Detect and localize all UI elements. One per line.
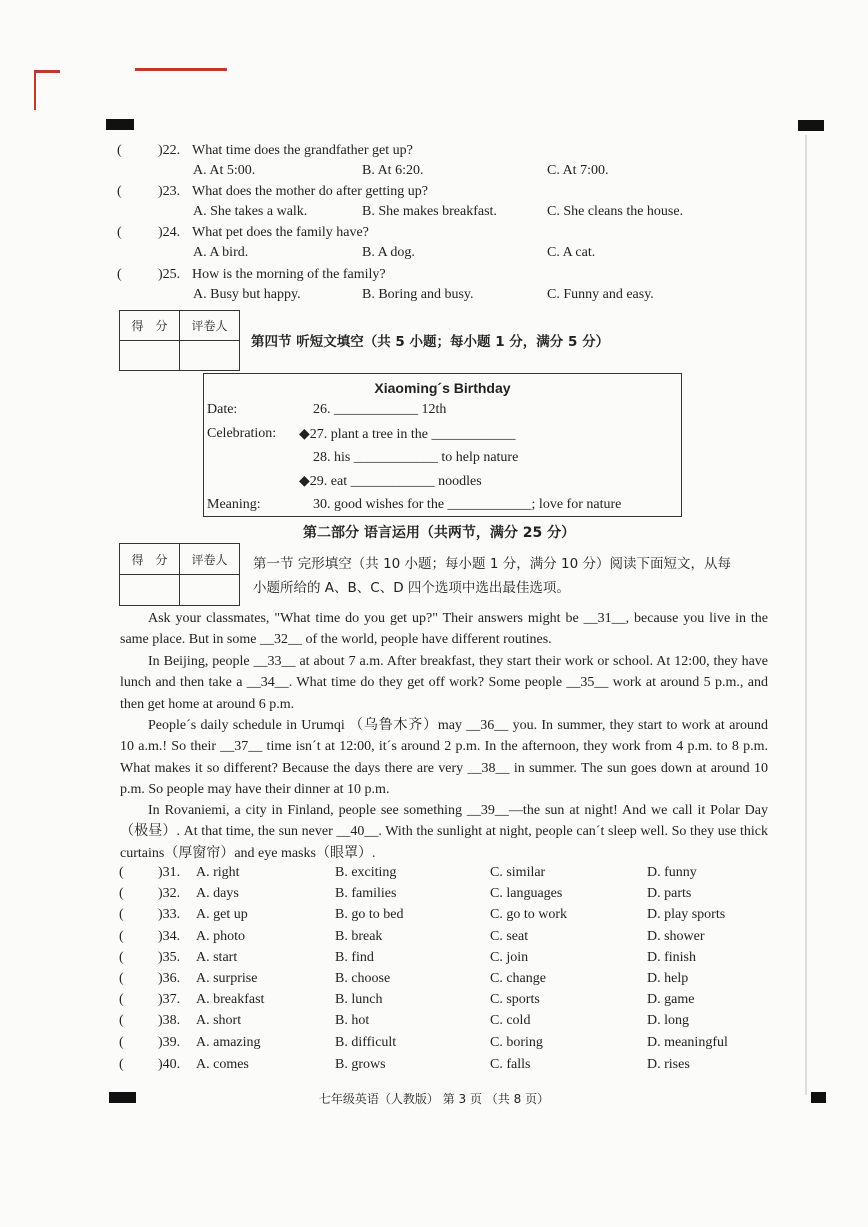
item-29[interactable]: ◆29. eat ____________ noodles — [299, 474, 482, 489]
item-27[interactable]: ◆27. plant a tree in the ____________ — [299, 427, 516, 442]
option-a: A. right — [196, 865, 240, 880]
answer-paren[interactable]: ( — [119, 971, 124, 986]
option-a: A. At 5:00. — [193, 163, 256, 178]
option-a: A. photo — [196, 929, 245, 944]
option-a: A. breakfast — [196, 992, 265, 1007]
red-scan-line-left — [34, 70, 60, 73]
option-d: D. long — [647, 1013, 689, 1028]
option-a: A. surprise — [196, 971, 258, 986]
question-number: )32. — [158, 886, 181, 901]
registration-mark-top-right — [798, 120, 824, 131]
answer-paren[interactable]: ( — [119, 865, 124, 880]
red-scan-line-right — [135, 68, 227, 71]
option-c: C. cold — [490, 1013, 531, 1028]
option-c: C. seat — [490, 929, 529, 944]
option-d: D. meaningful — [647, 1035, 728, 1050]
question-text: What does the mother do after getting up? — [192, 184, 428, 199]
item-30[interactable]: 30. good wishes for the ____________; love for nature — [313, 497, 622, 512]
score-label: 得 分 — [120, 544, 180, 575]
answer-paren[interactable]: ( — [119, 950, 124, 965]
question-number: )39. — [158, 1035, 181, 1050]
part2-title: 第二部分 语言运用（共两节，满分 25 分） — [303, 525, 576, 541]
answer-paren[interactable]: ( — [119, 929, 124, 944]
answer-paren[interactable]: ( — [119, 886, 124, 901]
option-c: C. boring — [490, 1035, 543, 1050]
option-b: B. grows — [335, 1057, 386, 1072]
answer-paren[interactable]: ( — [117, 225, 122, 240]
option-c: C. falls — [490, 1057, 531, 1072]
registration-mark-top-left — [106, 119, 134, 130]
question-number: )36. — [158, 971, 181, 986]
option-b: B. difficult — [335, 1035, 397, 1050]
score-cell[interactable] — [120, 341, 180, 371]
question-number: )34. — [158, 929, 181, 944]
option-c: C. join — [490, 950, 529, 965]
question-number: )35. — [158, 950, 181, 965]
answer-paren[interactable]: ( — [119, 907, 124, 922]
option-a: A. get up — [196, 907, 248, 922]
option-b: B. She makes breakfast. — [362, 204, 497, 219]
celebration-label: Celebration: — [207, 426, 277, 441]
option-c: C. similar — [490, 865, 546, 880]
right-margin-rule — [805, 135, 807, 1095]
option-b: B. A dog. — [362, 245, 415, 260]
option-b: B. choose — [335, 971, 391, 986]
question-number: )31. — [158, 865, 181, 880]
option-d: D. help — [647, 971, 689, 986]
passage-paragraph-3: People´s daily schedule in Urumqi （乌鲁木齐）may __36__ you. In summer, they start to work at around 10 a.m.! So their __37__ time isn´t at 12:00, it´s around 2 p.m. In the afternoon, they work from 4 p.m. to 8 p.m. What makes it so different? Because the days there are very __38__ in summer. The sun goes down at around 10 p.m. So people may have their dinner at 10 p.m. — [120, 718, 768, 797]
option-a: A. A bird. — [193, 245, 249, 260]
question-number: )33. — [158, 907, 181, 922]
answer-paren[interactable]: ( — [117, 184, 122, 199]
option-b: B. lunch — [335, 992, 383, 1007]
answer-paren[interactable]: ( — [117, 267, 122, 282]
option-a: A. short — [196, 1013, 242, 1028]
question-text: How is the morning of the family? — [192, 267, 386, 282]
birthday-notes-box — [203, 373, 682, 517]
grader-label: 评卷人 — [180, 544, 240, 575]
question-number: )22. — [158, 143, 181, 158]
option-c: C. change — [490, 971, 546, 986]
option-c: C. go to work — [490, 907, 567, 922]
option-c: C. sports — [490, 992, 540, 1007]
question-number: )23. — [158, 184, 181, 199]
question-number: )40. — [158, 1057, 181, 1072]
red-corner-stub — [34, 70, 36, 110]
item-28[interactable]: 28. his ____________ to help nature — [313, 450, 519, 465]
question-text: What pet does the family have? — [192, 225, 369, 240]
question-number: )37. — [158, 992, 181, 1007]
passage-paragraph-4: In Rovaniemi, a city in Finland, people see something __39__—the sun at night! And we call it Polar Day （极昼）. At that time, the sun never __40__. With the sunlight at night, people can´t sleep well. So they use thick curtains（厚窗帘）and eye masks（眼罩）. — [120, 803, 768, 861]
option-c: C. languages — [490, 886, 563, 901]
notes-title: Xiaoming´s Birthday — [374, 380, 511, 396]
meaning-label: Meaning: — [207, 497, 261, 512]
option-c: C. At 7:00. — [547, 163, 609, 178]
answer-paren[interactable]: ( — [119, 1013, 124, 1028]
passage-paragraph-1: Ask your classmates, "What time do you get up?" Their answers might be __31__, because you live in the same place. But in some __32__ of the world, people have different routines. — [120, 611, 768, 648]
question-number: )25. — [158, 267, 181, 282]
section1-title-line1: 第一节 完形填空（共 10 小题；每小题 1 分，满分 10 分）阅读下面短文，从每 — [253, 556, 731, 572]
option-d: D. parts — [647, 886, 692, 901]
option-a: A. amazing — [196, 1035, 261, 1050]
score-box-section1 — [119, 543, 240, 606]
answer-paren[interactable]: ( — [117, 143, 122, 158]
option-a: A. start — [196, 950, 238, 965]
answer-paren[interactable]: ( — [119, 992, 124, 1007]
option-b: B. At 6:20. — [362, 163, 424, 178]
question-number: )24. — [158, 225, 181, 240]
option-d: D. finish — [647, 950, 696, 965]
passage-paragraph-2: In Beijing, people __33__ at about 7 a.m. After breakfast, they start their work or school. At 12:00, they have lunch and then take a __34__. What time do they get off work? Some people __35__ work at around 5 p.m., and then get home at around 6 p.m. — [120, 654, 768, 712]
option-d: D. funny — [647, 865, 697, 880]
date-label: Date: — [207, 402, 238, 417]
option-d: D. game — [647, 992, 695, 1007]
grader-cell[interactable] — [180, 341, 240, 371]
option-b: B. Boring and busy. — [362, 287, 474, 302]
question-number: )38. — [158, 1013, 181, 1028]
option-a: A. Busy but happy. — [193, 287, 301, 302]
option-c: C. A cat. — [547, 245, 596, 260]
option-c: C. Funny and easy. — [547, 287, 654, 302]
page-footer: 七年级英语（人教版） 第 3 页 （共 8 页） — [318, 1092, 550, 1106]
grader-label: 评卷人 — [180, 311, 240, 341]
option-a: A. She takes a walk. — [193, 204, 308, 219]
option-d: D. play sports — [647, 907, 726, 922]
score-cell[interactable] — [120, 575, 180, 606]
section4-title: 第四节 听短文填空（共 5 小题；每小题 1 分，满分 5 分） — [251, 334, 610, 350]
option-a: A. days — [196, 886, 239, 901]
option-b: B. go to bed — [335, 907, 404, 922]
option-c: C. She cleans the house. — [547, 204, 684, 219]
option-a: A. comes — [196, 1057, 249, 1072]
option-d: D. rises — [647, 1057, 690, 1072]
option-b: B. break — [335, 929, 383, 944]
item-26[interactable]: 26. ____________ 12th — [313, 402, 447, 417]
option-b: B. exciting — [335, 865, 397, 880]
option-d: D. shower — [647, 929, 705, 944]
option-b: B. find — [335, 950, 374, 965]
question-text: What time does the grandfather get up? — [192, 143, 413, 158]
answer-paren[interactable]: ( — [119, 1035, 124, 1050]
score-label: 得 分 — [120, 311, 180, 341]
score-box-section4 — [119, 310, 240, 371]
section1-title-line2: 小题所给的 A、B、C、D 四个选项中选出最佳选项。 — [253, 580, 570, 596]
option-b: B. families — [335, 886, 397, 901]
option-b: B. hot — [335, 1013, 370, 1028]
answer-paren[interactable]: ( — [119, 1057, 124, 1072]
grader-cell[interactable] — [180, 575, 240, 606]
